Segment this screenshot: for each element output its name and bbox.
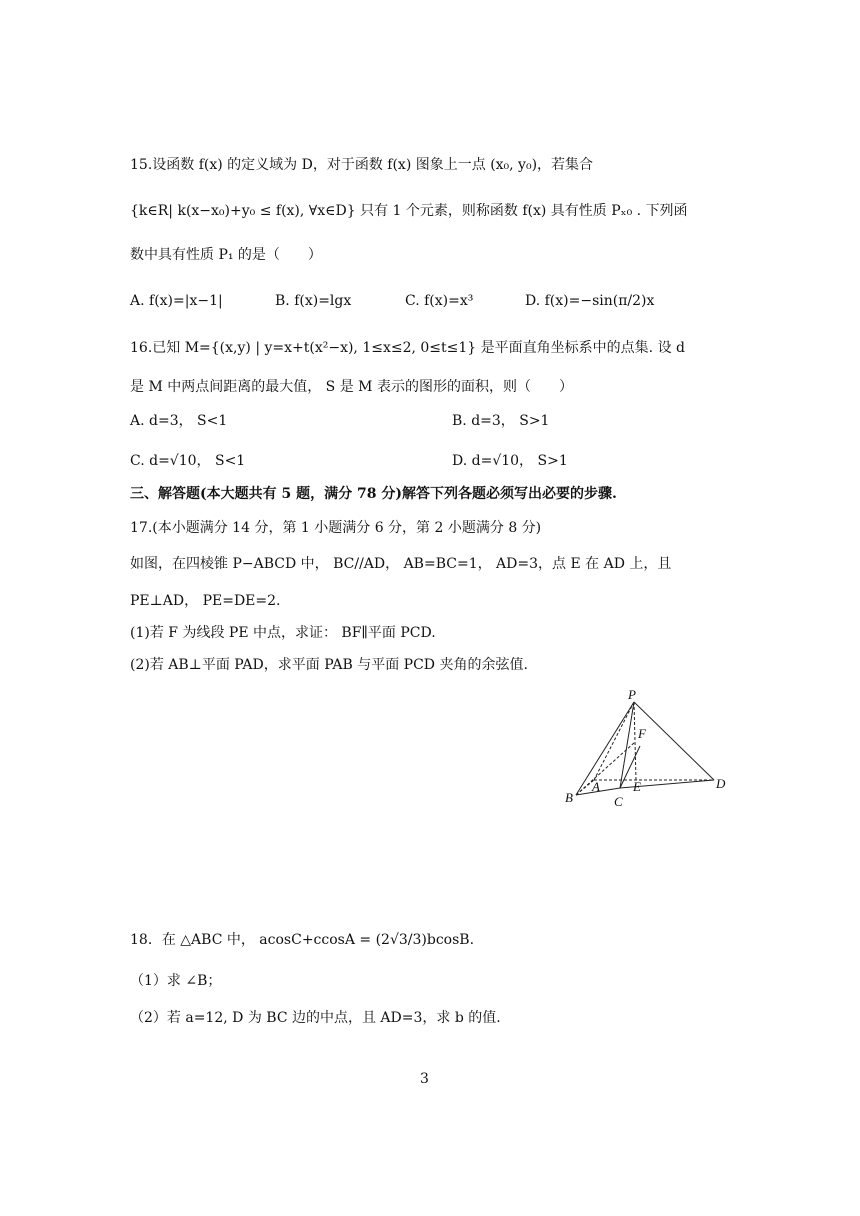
label-p: P [628, 688, 636, 702]
q16-option-b: B. d=3， S>1 [452, 413, 550, 429]
label-e: E [633, 779, 641, 794]
label-f: F [638, 726, 646, 741]
q18-part-1: （1）求 ∠B； [130, 973, 222, 989]
q15-line-2: {k∈R| k(x−x₀)+y₀ ≤ f(x), ∀x∈D} 只有 1 个元素，则称函数 f(x) 具有性质 Pₓ₀ . 下列函 [130, 203, 688, 219]
q15-option-b: B. f(x)=lgx [275, 293, 352, 309]
label-b: B [565, 790, 573, 805]
segment-pe [634, 702, 636, 780]
q17-line-2: PE⊥AD， PE=DE=2. [130, 593, 281, 609]
label-a: A [592, 779, 600, 794]
edge-pd [634, 702, 714, 780]
page-number: 3 [420, 1071, 429, 1087]
q17-header: 17.(本小题满分 14 分，第 1 小题满分 6 分，第 2 小题满分 8 分) [130, 520, 542, 536]
q15-option-d: D. f(x)=−sin(π/2)x [525, 293, 655, 309]
q17-part-1: (1)若 F 为线段 PE 中点，求证： BF∥平面 PCD. [130, 625, 436, 641]
label-c: C [614, 794, 623, 809]
label-d: D [716, 776, 726, 791]
q16-option-d: D. d=√10， S>1 [452, 453, 568, 469]
q16-line-2: 是 M 中两点间距离的最大值， S 是 M 表示的图形的面积，则（ ） [130, 379, 573, 395]
q18-part-2: （2）若 a=12, D 为 BC 边的中点，且 AD=3，求 b 的值. [130, 1010, 501, 1026]
edge-pc [620, 702, 634, 788]
q15-line-3: 数中具有性质 P₁ 的是（ ） [130, 247, 322, 263]
q16-option-a: A. d=3， S<1 [130, 413, 228, 429]
section-3-heading: 三、解答题(本大题共有 5 题，满分 78 分)解答下列各题必须写出必要的步骤. [130, 486, 617, 502]
edge-pb [576, 702, 634, 795]
q15-option-a: A. f(x)=|x−1| [130, 293, 223, 309]
q18-line-1: 18．在 △ABC 中， acosC+ccosA = (2√3/3)bcosB. [130, 932, 475, 948]
q17-part-2: (2)若 AB⊥平面 PAD，求平面 PAB 与平面 PCD 夹角的余弦值. [130, 657, 528, 673]
q16-option-c: C. d=√10， S<1 [130, 453, 246, 469]
q15-line-1: 15.设函数 f(x) 的定义域为 D，对于函数 f(x) 图象上一点 (x₀, y₀)，若集合 [130, 157, 594, 173]
pyramid-figure [562, 688, 742, 813]
q15-option-c: C. f(x)=x³ [405, 293, 474, 309]
q17-line-1: 如图，在四棱锥 P−ABCD 中， BC//AD， AB=BC=1， AD=3，点 E 在 AD 上，且 [130, 556, 672, 572]
q16-line-1: 16.已知 M={(x,y) | y=x+t(x²−x), 1≤x≤2, 0≤t≤1} 是平面直角坐标系中的点集. 设 d [130, 340, 685, 356]
